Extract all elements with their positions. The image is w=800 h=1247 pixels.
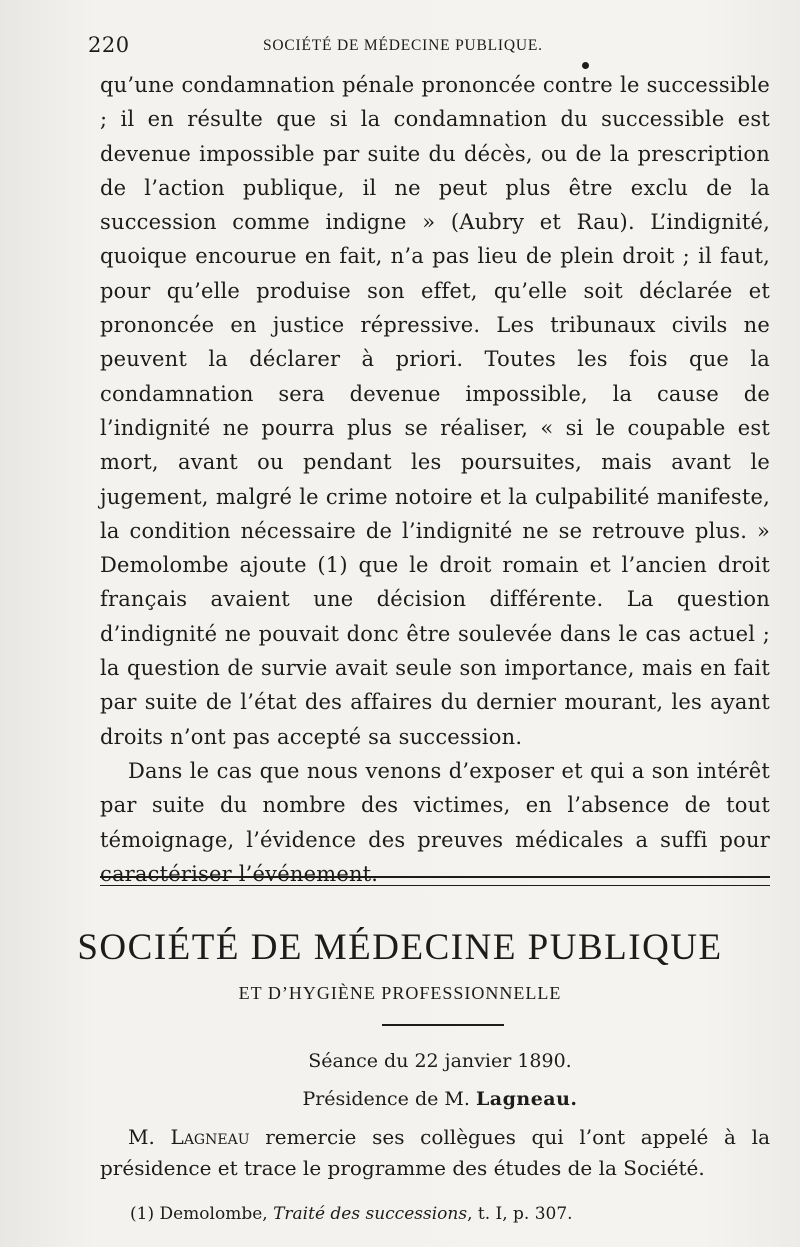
section-divider-double-rule — [100, 876, 770, 886]
page-number: 220 — [88, 33, 130, 57]
footnote — [130, 1204, 573, 1224]
short-divider-rule — [382, 1024, 504, 1026]
session-date: Séance du 22 janvier 1890. — [308, 1050, 572, 1072]
president-name: Lagneau. — [475, 1088, 578, 1110]
section-subtitle: ET D’HYGIÈNE PROFESSIONNELLE — [238, 983, 562, 1003]
main-text — [100, 68, 770, 891]
running-title: SOCIÉTÉ DE MÉDECINE PUBLIQUE. — [263, 37, 543, 54]
paragraph-conclusion: Dans le cas que nous venons d’exposer et qui a son intérêt par suite du nombre des victimes, en l’absence de tout témoignage, l’évidence des preuves médicales a suffi pour caractériser l’événement. — [100, 758, 770, 886]
footnote-title: Traité des successions — [273, 1204, 468, 1224]
opening-speaker: M. Lagneau — [128, 1125, 250, 1149]
presidency-prefix: Présidence de M. — [302, 1088, 470, 1110]
section-title: SOCIÉTÉ DE MÉDECINE PUBLIQUE — [77, 927, 723, 968]
footnote-marker: (1) Demolombe, — [130, 1204, 274, 1224]
presidency-line — [0, 1088, 800, 1110]
opening-paragraph — [100, 1122, 770, 1184]
opening-text: remercie ses collègues qui l’ont appelé à la présidence et trace le programme des études de la Société. — [100, 1125, 770, 1180]
paragraph-indignity: qu’une condamnation pénale prononcée contre le successible ; il en résulte que si la condamnation du successible est devenue impossible par suite du décès, ou de la prescription de l’action publique, il ne peut plus être exclu de la succession comme indigne » (Aubry et Rau). L’indignité, quoique encourue en fait, n’a pas lieu de plein droit ; il faut, pour qu’elle produise son effet, qu’elle soit déclarée et prononcée en justice répressive. Les tribunaux civils ne peuvent la déclarer à priori. Toutes les fois que la condamnation sera devenue impossible, la cause de l’indignité ne pourra plus se réaliser, « si le coupable est mort, avant ou pendant les poursuites, mais avant le jugement, malgré le crime notoire et la culpabilité manifeste, la condition nécessaire de l’indignité ne se retrouve plus. » Demolombe ajoute (1) que le droit romain et l’ancien droit français avaient une décision différente. La question d’indignité ne pouvait donc être soulevée dans le cas actuel ; la question de survie avait seule son importance, mais en fait par suite de l’état des affaires du dernier mourant, les ayant droits n’ont pas accepté sa succession. — [100, 73, 770, 749]
footnote-rest: , t. I, p. 307. — [467, 1204, 573, 1224]
opening-remarks — [100, 1122, 770, 1184]
page-header — [88, 33, 760, 59]
